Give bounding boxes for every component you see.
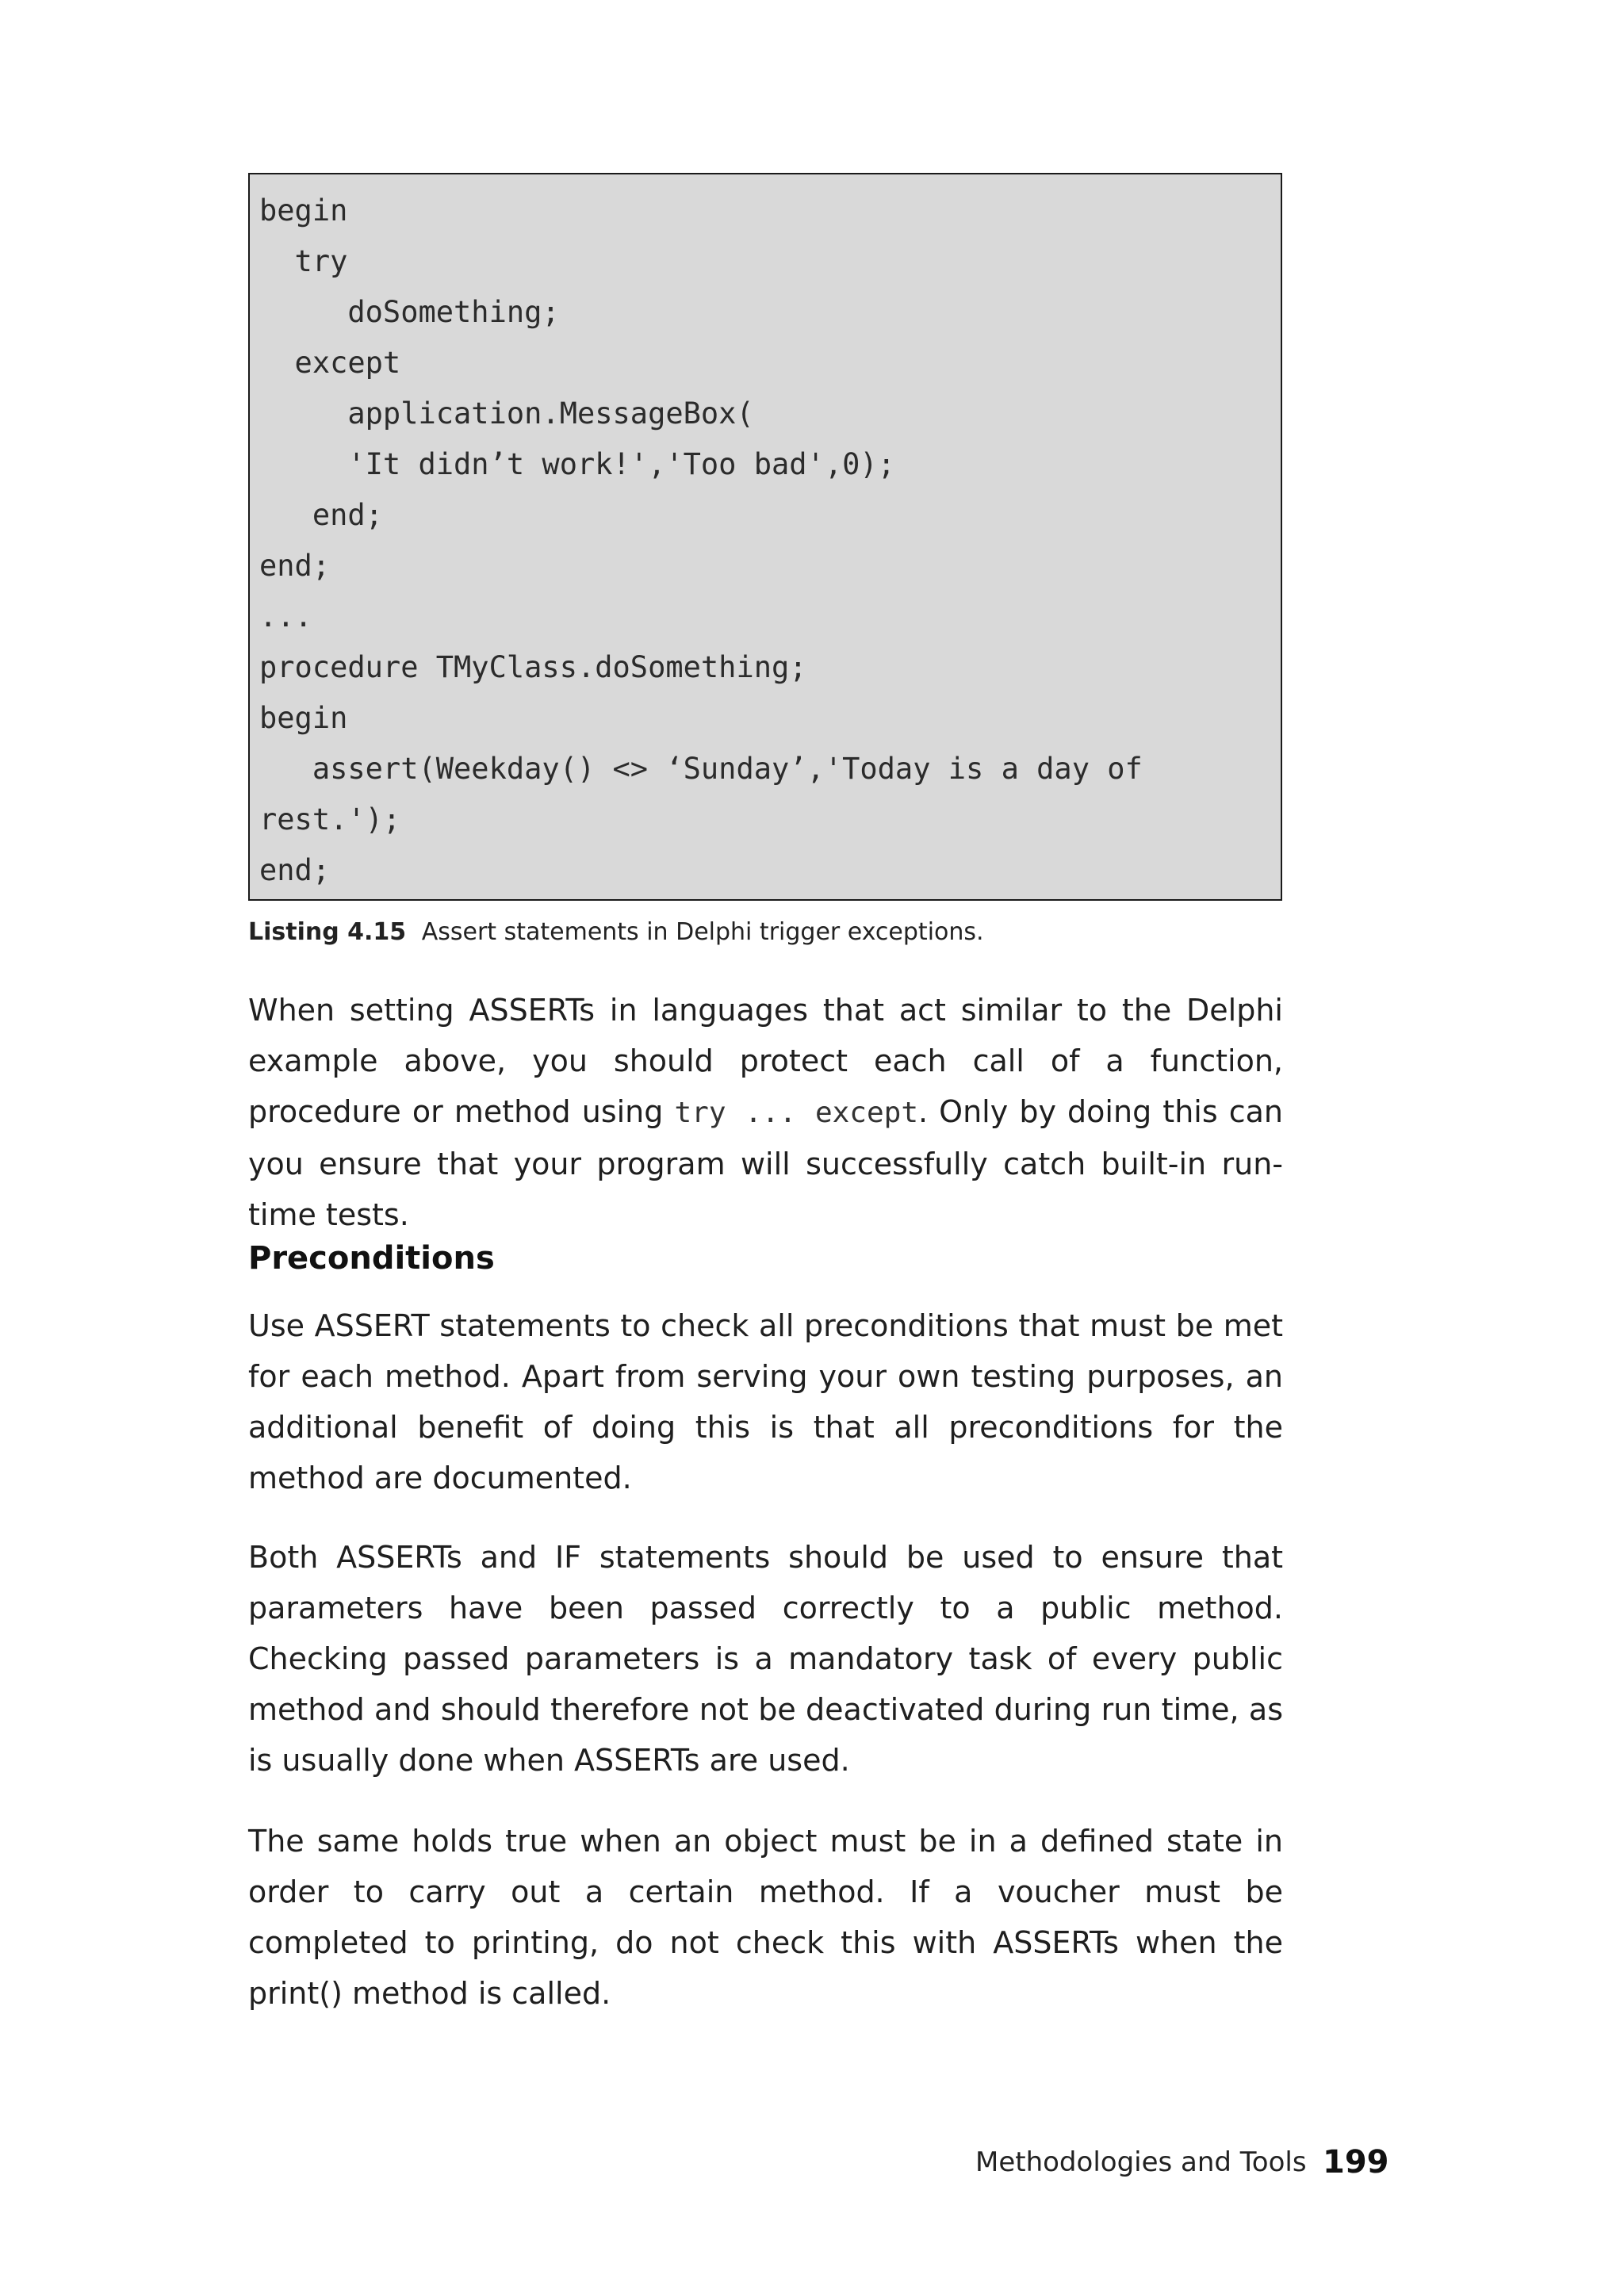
- caption-label: Listing 4.15: [248, 918, 407, 946]
- code-line: begin: [259, 701, 348, 735]
- caption-text: Assert statements in Delphi trigger exceptions.: [421, 918, 984, 946]
- listing-caption: [248, 916, 984, 949]
- code-line: try: [259, 244, 348, 278]
- code-line: doSomething;: [259, 295, 560, 329]
- paragraph-delphi-note: [248, 985, 1283, 1240]
- paragraph-preconditions: Use ASSERT statements to check all preconditions that must be met for each method. Apart from serving your own testing purposes, an additional benefit of doing this is that all preconditions for the method are documented.: [248, 1308, 1283, 1495]
- paragraph-parameters: Both ASSERTs and IF statements should be used to ensure that parameters have been passed correctly to a public method. Checking passed parameters is a mandatory task of every public method and should therefore not be deactivated during run time, as is usually done when ASSERTs are used.: [248, 1540, 1283, 1778]
- code-line: begin: [259, 193, 348, 228]
- code-line: except: [259, 346, 401, 380]
- page-number: 199: [1323, 2144, 1389, 2181]
- code-listing: [248, 173, 1282, 901]
- code-line: assert(Weekday() <> ‘Sunday’,'Today is a day of: [259, 752, 1143, 786]
- paragraph-text: . Only by doing this can you ensure that your program will successfully catch built-in run-time tests.: [248, 1094, 1284, 1232]
- code-line: rest.');: [259, 802, 401, 837]
- code-line: end;: [259, 498, 383, 532]
- code-line: 'It didn’t work!','Too bad',0);: [259, 447, 895, 481]
- code-line: end;: [259, 853, 331, 887]
- code-line: application.MessageBox(: [259, 396, 754, 431]
- code-line: ...: [259, 599, 312, 634]
- inline-code: try ... except: [674, 1097, 918, 1129]
- paragraph-text: When setting ASSERTs in languages that act similar to the Delphi example above, you should protect each call of a function, procedure or method using: [248, 993, 1283, 1129]
- paragraph-object-state: The same holds true when an object must be in a defined state in order to carry out a certain method. If a voucher must be completed to printing, do not check this with ASSERTs when the print() method is called.: [248, 1824, 1283, 2011]
- code-line: procedure TMyClass.doSomething;: [259, 650, 807, 684]
- code-line: end;: [259, 549, 331, 583]
- running-footer-title: Methodologies and Tools: [975, 2146, 1307, 2178]
- section-heading: Preconditions: [248, 1240, 495, 1277]
